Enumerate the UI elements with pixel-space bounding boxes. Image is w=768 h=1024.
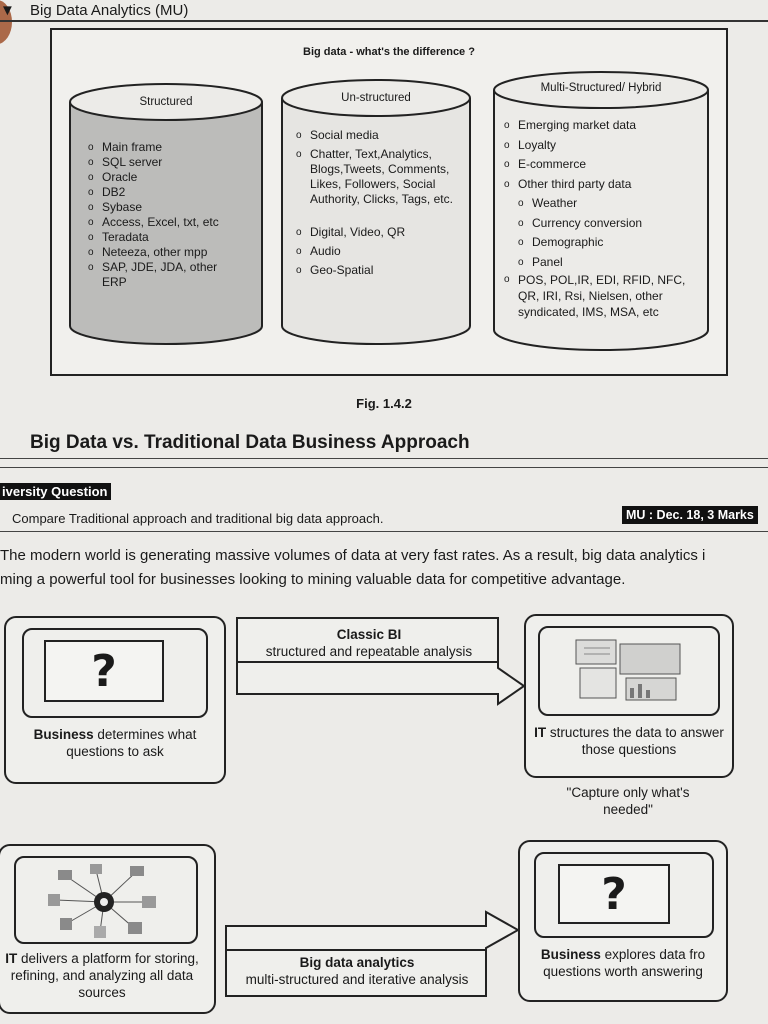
arrow-subtitle: structured and repeatable analysis bbox=[265, 644, 473, 659]
list-item: o Neteeza, other mpp bbox=[88, 245, 266, 260]
section-title: Big Data vs. Traditional Data Business Approach bbox=[30, 432, 470, 453]
panel-inner-frame bbox=[14, 856, 198, 944]
university-question-text: Compare Traditional approach and traditional big data approach. bbox=[12, 511, 384, 526]
divider bbox=[0, 458, 768, 459]
marks-badge: MU : Dec. 18, 3 Marks bbox=[622, 506, 758, 524]
caption-text: explores data fro questions worth answering bbox=[543, 947, 706, 979]
panel-caption bbox=[10, 726, 220, 760]
panel-caption bbox=[524, 946, 722, 980]
caption-bold: Business bbox=[540, 947, 601, 962]
list-item: o Teradata bbox=[88, 230, 266, 245]
figure-title: Big data - what's the difference ? bbox=[303, 46, 475, 58]
caption-bold: Business bbox=[33, 727, 94, 742]
list-item: o Digital, Video, QR bbox=[296, 225, 466, 240]
list-item: o E-commerce bbox=[504, 155, 704, 175]
cylinder-label: Un-structured bbox=[341, 92, 411, 104]
header-rule bbox=[0, 20, 768, 22]
caption-bold: IT bbox=[5, 951, 18, 966]
list-item: o Emerging market data bbox=[504, 116, 704, 136]
panel-inner-frame bbox=[534, 852, 714, 938]
paragraph-line: ming a powerful tool for businesses looking to mining valuable data for competitive advantage. bbox=[0, 571, 626, 588]
arrow-subtitle: multi-structured and iterative analysis bbox=[245, 972, 469, 987]
question-mark-box: ? bbox=[44, 640, 164, 702]
list-item: o SAP, JDE, JDA, other ERP bbox=[88, 260, 242, 290]
list-subitem: o Panel bbox=[518, 253, 704, 273]
list-item: o Chatter, Text,Analytics, Blogs,Tweets, Comments, Likes, Followers, Social Authority, Clicks, Tags, etc. bbox=[296, 147, 466, 207]
business-explores-panel bbox=[518, 840, 728, 1002]
list-subitem: o Currency conversion bbox=[518, 214, 704, 234]
question-mark-box: ? bbox=[558, 864, 670, 924]
list-item: o Access, Excel, txt, etc bbox=[88, 215, 266, 230]
arrow-title: Big data analytics bbox=[299, 955, 415, 970]
list-item: o Sybase bbox=[88, 200, 266, 215]
list-item: o SQL server bbox=[88, 155, 266, 170]
it-structures-panel bbox=[524, 614, 734, 778]
list-item: o Oracle bbox=[88, 170, 266, 185]
list-item: o DB2 bbox=[88, 185, 266, 200]
body-paragraph bbox=[0, 544, 768, 592]
it-platform-panel bbox=[0, 844, 216, 1014]
list-item: o Other third party data bbox=[504, 175, 704, 195]
big-data-label bbox=[226, 954, 488, 988]
caption-text: determines what questions to ask bbox=[66, 727, 197, 759]
unstructured-list bbox=[296, 128, 466, 278]
figure-caption: Fig. 1.4.2 bbox=[356, 396, 412, 411]
panel-caption bbox=[2, 950, 202, 1001]
panel-inner-frame bbox=[22, 628, 208, 718]
list-subitem: o Weather bbox=[518, 194, 704, 214]
list-subitem: o Demographic bbox=[518, 233, 704, 253]
figure-box bbox=[50, 28, 728, 376]
classic-bi-label bbox=[240, 626, 498, 660]
list-item: o Main frame bbox=[88, 140, 266, 155]
list-item: o Loyalty bbox=[504, 136, 704, 156]
paragraph-line: The modern world is generating massive volumes of data at very fast rates. As a result, big data analytics i bbox=[0, 547, 706, 564]
network-hub-icon bbox=[46, 862, 166, 938]
divider bbox=[0, 467, 768, 468]
list-item: o Social media bbox=[296, 128, 466, 143]
cylinder-label: Structured bbox=[139, 96, 193, 108]
business-questions-panel bbox=[4, 616, 226, 784]
divider bbox=[0, 531, 768, 532]
panel-caption bbox=[532, 724, 726, 758]
cylinder-label: Multi-Structured/ Hybrid bbox=[540, 82, 662, 94]
header-mark: ▼ bbox=[0, 2, 15, 19]
list-item: o Geo-Spatial bbox=[296, 263, 466, 278]
cylinder-unstructured bbox=[278, 76, 474, 348]
caption-bold: IT bbox=[534, 725, 547, 740]
caption-text: structures the data to answer those questions bbox=[546, 725, 724, 757]
panel-inner-frame bbox=[538, 626, 720, 716]
cylinder-structured bbox=[66, 80, 266, 348]
dashboard-icon bbox=[570, 636, 690, 706]
capture-quote: "Capture only what's needed" bbox=[566, 785, 690, 817]
hybrid-list bbox=[504, 116, 704, 320]
university-question-tab: iversity Question bbox=[0, 483, 111, 500]
list-item: o Audio bbox=[296, 244, 466, 259]
list-item: o POS, POL,IR, EDI, RFID, NFC, QR, IRI, Rsi, Nielsen, other syndicated, IMS, MSA, etc bbox=[504, 272, 704, 320]
header-title: Big Data Analytics (MU) bbox=[30, 2, 189, 19]
structured-list bbox=[88, 140, 266, 290]
arrow-title: Classic BI bbox=[336, 627, 402, 642]
caption-text: delivers a platform for storing, refining, and analyzing all data sources bbox=[10, 951, 199, 1000]
cylinder-multistructured bbox=[490, 68, 712, 354]
